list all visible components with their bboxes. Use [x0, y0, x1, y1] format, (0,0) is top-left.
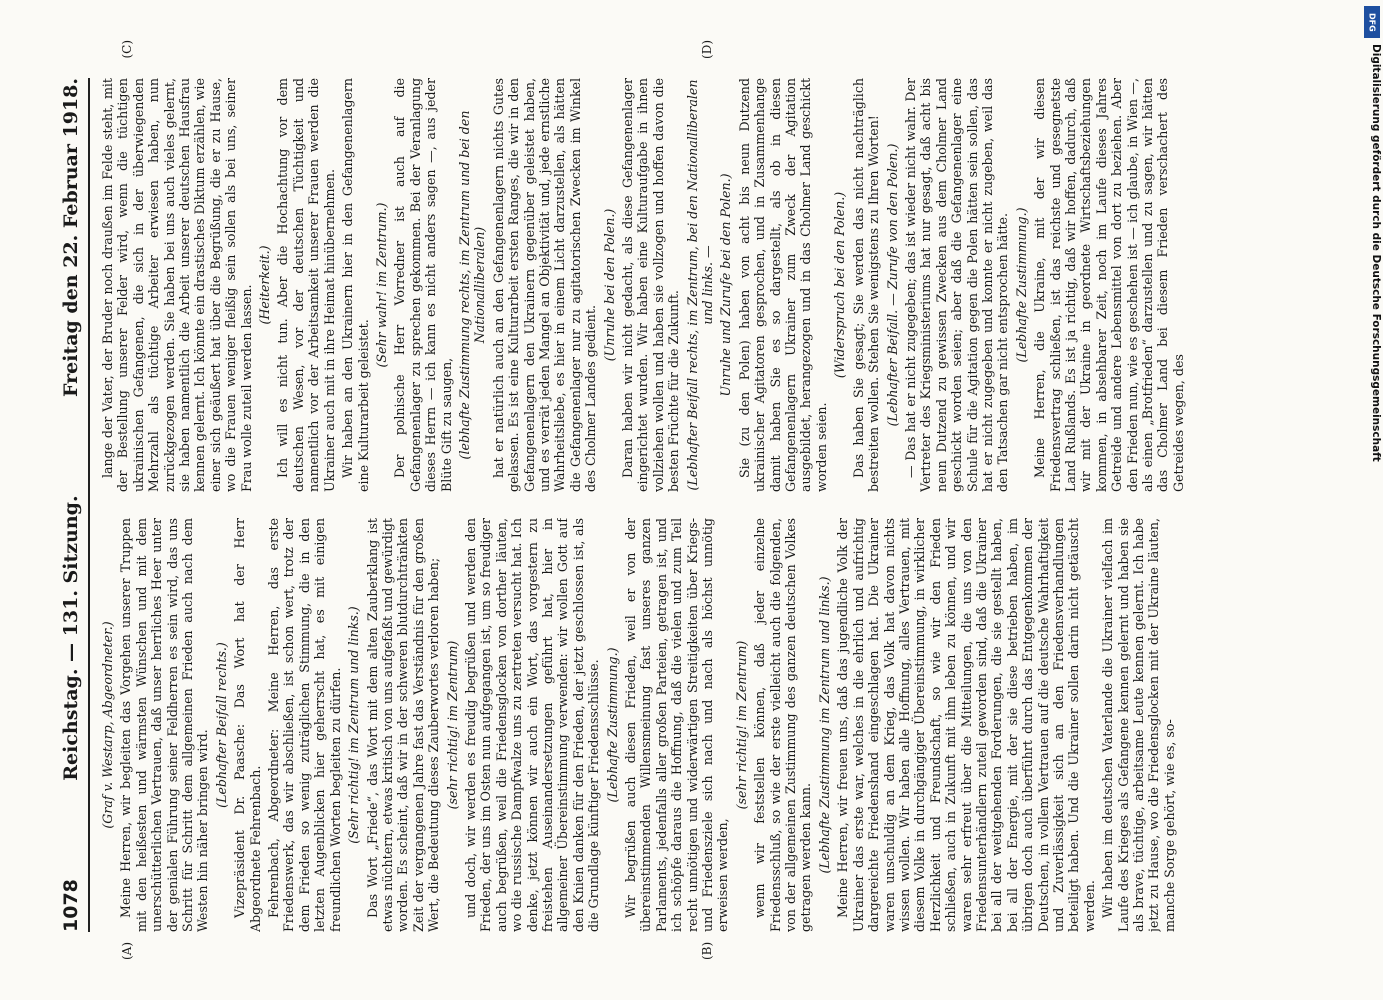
- paragraph: lange der Vater, der Bruder noch draußen im Felde steht, mit der Bestellung unserer Felder wird, wenn die tüchtigen ukrainischen Gefangenen, die sich in der überwiegenden Mehrzahl als tüchtige Arbeiter erwiesen haben, nun zurückgezogen werden. Sie haben bei uns auch vieles gelernt, sie haben namentlich die Arbeit unserer deutschen Hausfrau kennen gelernt. Ich könnte ein drastisches Diktum erzählen, wie einer sich geäußert hat über die Begrüßung, die er zu Hause, wo die Frauen weniger fleißig sein sollen als bei uns, seiner Frau wolle zuteil werden lassen.: [100, 78, 254, 492]
- paragraph: (Lebhafte Zustimmung.): [604, 647, 620, 803]
- margin-letter-d: (D): [700, 40, 714, 59]
- paragraph: — Das hat er nicht zugegeben; das ist wieder nicht wahr. Der Vertreter des Kriegsministeriums hat nur gesagt, daß acht bis neun Dutzend zu gewissen Zwecken aus dem Cholmer Land geschickt worden seien; aber daß die Gefangenenlager eine Schule für die Agitation gegen die Polen hätten sein sollen, das hat er nicht zugegeben und konnte er nicht zugeben, weil das den Tatsachen gar nicht entsprochen hätte.: [902, 78, 1011, 492]
- paragraph: Wir begrüßen auch diesen Frieden, weil er von der übereinstimmenden Willensmeinung fast unseres ganzen Parlaments, jedenfalls aller großen Parteien, getragen ist, und ich schöpfe daraus die Hoffnung, daß die vielen und zum Teil recht unnötigen und widerwärtigen Streitigkeiten über Kriegs- und Friedensziele sich nach und nach als höchst unnötig erweisen werden,: [623, 518, 731, 932]
- paragraph: (Lebhafter Beifall. — Zurufe von den Polen.): [884, 143, 900, 427]
- paragraph: Ich will es nicht tun. Aber die Hochachtung vor dem deutschen Wesen, vor der deutschen Tüchtigkeit und namentlich vor der Arbeitsamkeit unserer Frauen werden die Ukrainer auch mit in ihre Heimat hinübernehmen.: [275, 78, 337, 492]
- paragraph: (Lebhafte Zustimmung.): [1013, 207, 1029, 363]
- paragraph: wenn wir feststellen können, daß jeder einzelne Friedensschluß, so wie der erste vielleicht auch die folgenden, von der allgemeinen Zustimmung des ganzen deutschen Volkes getragen werden kann.: [752, 518, 814, 932]
- paragraph: Der polnische Herr Vorredner ist auch auf die Gefangenenlager zu sprechen gekommen. Bei der Veranlagung dieses Herrn — ich kann es nicht anders sagen —, aus jeder Blüte Gift zu saugen,: [392, 78, 454, 492]
- paragraph: Fehrenbach, Abgeordneter: Meine Herren, das erste Friedenswerk, das wir abschließen, ist schon wert, trotz der dem Frieden so wenig zuträglichen Stimmung, die in den letzten Augenblicken hier geherrscht hat, es mit einigen freundlichen Worten begleiten zu dürfen.: [266, 518, 343, 932]
- paragraph: (sehr richtig! im Zentrum): [733, 640, 749, 810]
- paragraph: (sehr richtig! im Zentrum): [444, 640, 460, 810]
- paragraph: Vizepräsident Dr. Paasche: Das Wort hat der Herr Abgeordnete Fehrenbach.: [232, 518, 263, 932]
- paragraph: Meine Herren, wir begleiten das Vorgehen unserer Truppen mit den heißesten und wärmsten Wünschen und mit dem unerschütterlichen Vertrauen, daß unser herrliches Heer unter der genialen Führung seiner Feldherren es sein wird, das uns Schritt für Schritt dem allgemeinen Frieden auch nach dem Westen hin näher bringen wird.: [118, 518, 211, 932]
- paragraph: (Unruhe bei den Polen.): [601, 208, 617, 362]
- margin-letter-a: (A): [120, 941, 134, 960]
- paragraph: (Lebhafte Zustimmung im Zentrum und links.): [816, 576, 832, 874]
- paragraph: (Lebhafter Beifall rechts.): [213, 642, 229, 808]
- paragraph: (Lebhafter Beifall rechts, im Zentrum, bei den Nationalliberalen und links. —: [684, 79, 716, 491]
- session-title: Reichstag. — 131. Sitzung.: [60, 495, 82, 781]
- paragraph: (lebhafte Zustimmung rechts, im Zentrum und bei den Nationalliberalen): [456, 110, 488, 460]
- paragraph: Das Wort „Friede“, das Wort mit dem alten Zauberklang ist etwas nüchtern, etwas kritisch von uns aufgefaßt und gewürdigt worden. Es scheint, daß wir in der schweren blutdurchtränkten Zeit der vergangenen Jahre fast das Verständnis für den großen Wert, die Bedeutung dieses Zauberwortes verloren haben;: [364, 518, 442, 932]
- paragraph: (Sehr wahr! im Zentrum.): [373, 202, 389, 368]
- paragraph: Wir haben im deutschen Vaterlande die Ukrainer vielfach im Laufe des Krieges als Gefangene kennen gelernt und haben sie als brave, tüchtige, arbeitsame Leute kennen gelernt. Ich habe jetzt zu Hause, wo die Friedensglocken mit der Ukraine läuten, manche Sorge gehört, wie es, so-: [1100, 518, 1177, 932]
- paragraph: Das haben Sie gesagt; Sie werden das nicht nachträglich bestreiten wollen. Stehen Sie wenigstens zu Ihren Worten!: [850, 78, 882, 492]
- paragraph: Daran haben wir nicht gedacht, als diese Gefangenenlager eingerichtet wurden. Wir haben eine Kulturaufgabe in ihnen vollziehen wollen und haben sie vollzogen und hoffen davon die besten Früchte für die Zukunft.: [620, 78, 682, 492]
- paragraph: (Heiterkeit.): [257, 245, 273, 325]
- right-column: [100, 78, 1330, 492]
- paragraph: (Widerspruch bei den Polen.): [832, 191, 848, 379]
- paragraph: Unruhe und Zurufe bei den Polen.): [718, 173, 734, 397]
- dfg-credit-text: Digitalisierung gefördert durch die Deutsche Forschungsgemeinschaft: [1370, 44, 1382, 462]
- paragraph: Meine Herren, die Ukraine, mit der wir diesen Friedensvertrag schließen, ist das reichste und gesegnetste Land Rußlands. Es ist ja richtig, daß wir hoffen, dadurch, daß wir mit der Ukraine in geordnete Wirtschaftsbeziehungen kommen, in absehbarer Zeit, noch im Laufe dieses Jahres Getreide und andere Lebensmittel von dort zu beziehen. Aber den Frieden nun, wie es geschehen ist — ich glaube, in Wien —, als einen „Brotfrieden“ darzustellen und zu sagen, wir hätten das Cholmer Land bei diesem Frieden verschachert des Getreides wegen, des: [1032, 78, 1186, 492]
- margin-letter-c: (C): [120, 40, 134, 59]
- session-date: Freitag den 22. Februar 1918.: [60, 78, 82, 398]
- paragraph: Sie (zu den Polen) haben von acht bis neun Dutzend ukrainischer Agitatoren gesprochen, und in Zusammenhange damit haben Sie es so dargestellt, als ob in diesen Gefangenenlagern Ukrainer zum Zweck der Agitation ausgebildet, herangezogen und in das Cholmer Land geschickt worden seien.: [736, 78, 829, 492]
- page-header: [60, 78, 90, 932]
- paragraph: und doch, wir werden es freudig begrüßen und werden den Frieden, der uns im Osten nun aufgegangen ist, um so freudiger auch begrüßen, weil die Friedensglocken von dorther läuten, wo die russische Dampfwalze uns zu zertreten versucht hat. Ich denke, jetzt können wir auch ein Wort, das vorgestern zu freistehen Auseinandersetzungen geführt hat, hier in allgemeiner Übereinstimmung verwenden: wir wollen Gott auf den Knien danken für den Frieden, der jetzt geschlossen ist, als die Grundlage künftiger Friedensschlüsse.: [462, 518, 602, 932]
- paragraph: hat er natürlich auch an den Gefangenenlagern nichts Gutes gelassen. Es ist eine Kulturarbeit ersten Ranges, die wir in den Gefangenenlagern den Ukrainern gegenüber geleistet haben, und es verrät jeden Mangel an Objektivität und, jede ernstliche Wahrheitsliebe, es hier in einem Licht darzustellen, als hätten die Gefangenenlager nur zu agitatorischen Zwecken im Winkel des Cholmer Landes gedient.: [490, 78, 599, 492]
- dfg-logo: DFG: [1364, 6, 1380, 38]
- text-columns: [100, 78, 1330, 932]
- paragraph: (Graf v. Westarp, Abgeordneter.): [100, 621, 115, 829]
- paragraph: Wir haben an den Ukrainern hier in den Gefangenenlagern eine Kulturarbeit geleistet.: [340, 78, 371, 492]
- left-column: [100, 518, 1330, 932]
- paragraph: (Sehr richtig! im Zentrum und links.): [346, 606, 362, 844]
- page-number: 1078: [60, 879, 82, 932]
- margin-letter-b: (B): [700, 941, 714, 960]
- paragraph: Meine Herren, wir freuen uns, daß das jugendliche Volk der Ukrainer das erste war, welches in die ehrlich und aufrichtig dargereichte Friedenshand eingeschlagen hat. Die Ukrainer waren unschuldig an dem Krieg, das Volk hat davon nichts wissen wollen. Wir haben alle Hoffnung, alles Vertrauen, mit diesem Volke in durchgängiger Übereinstimmung, in wirklicher Herzlichkeit und Freundschaft, so wie wir den Frieden schließen, auch in Zukunft mit ihm leben zu können, und wir waren sehr erfreut über die Mitteilungen, die uns von den Friedensunterhändlern zuteil geworden sind, daß die Ukrainer bei all der weitgehenden Forderungen, die sie gestellt haben, bei all der Energie, mit der sie diese betrieben haben, im übrigen doch auch überführt durch das Entgegenkommen der Deutschen, in vollem Vertrauen auf die deutsche Wahrhaftigkeit und Zuverlässigkeit sich an den Friedensverhandlungen beteiligt haben. Und die Ukrainer sollen darin nicht getäuscht werden.: [835, 518, 1097, 932]
